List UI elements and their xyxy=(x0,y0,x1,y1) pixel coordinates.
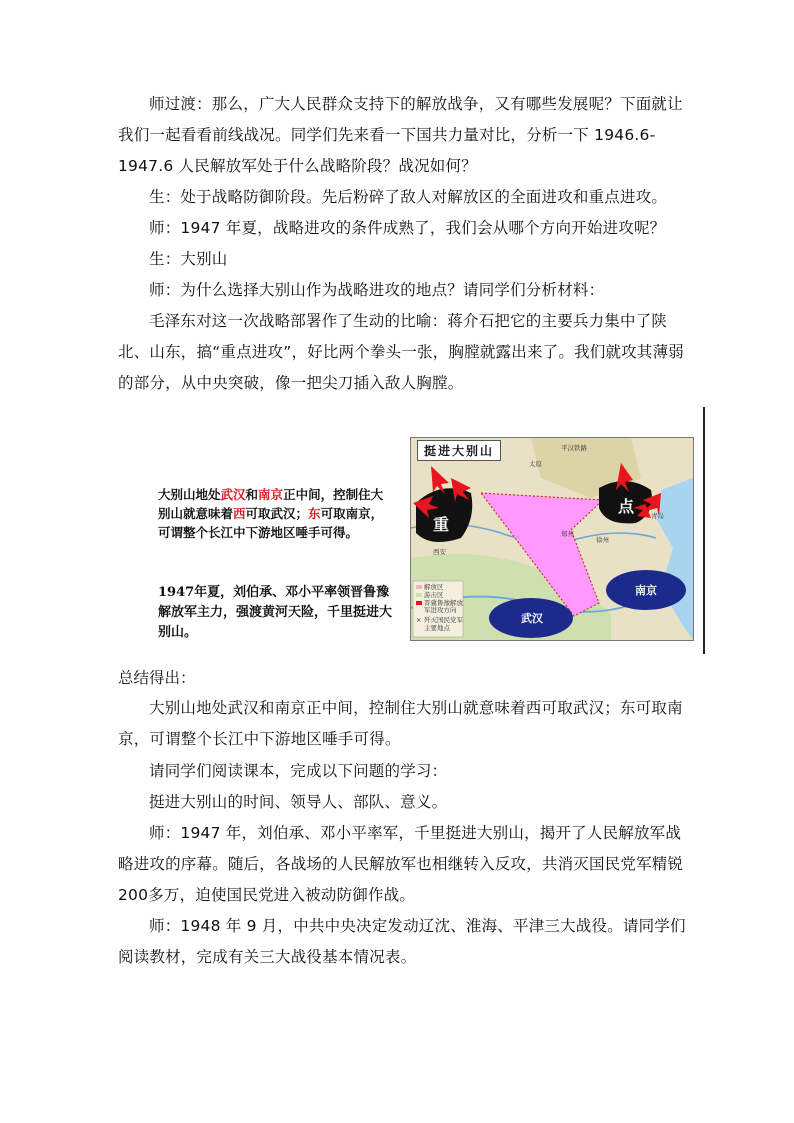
legend-item-2: 游击区 xyxy=(424,591,444,599)
legend-item-3: 晋冀鲁豫解放 xyxy=(424,599,463,607)
map-label-qingdao: 青岛 xyxy=(651,512,664,520)
legend-item-5: 歼灭国民党军 xyxy=(424,616,463,624)
map-label-xuzhou: 徐州 xyxy=(596,536,609,544)
dabieshan-map xyxy=(410,437,694,641)
map-graphic xyxy=(411,438,693,640)
paragraph-student-answer-1: 生：处于战略防御阶段。先后粉碎了敌人对解放区的全面进攻和重点进攻。 xyxy=(149,188,668,206)
paragraph-reading-task: 请同学们阅读课本，完成以下问题的学习： xyxy=(149,762,448,780)
right-blob-label: 点 xyxy=(618,497,635,516)
paragraph-mao-quote: 毛泽东对这一次战略部署作了生动的比喻：蒋介石把它的主要兵力集中了陕北、山东，搞“重点进攻”，好比两个拳头一张，胸膛就露出来了。我们就攻其薄弱的部分，从中央突破，像一把尖刀插入敌人胸膛。 xyxy=(118,312,684,392)
nanjing-label: 南京 xyxy=(635,584,657,597)
legend-item-1: 解放区 xyxy=(424,583,444,591)
margin-rule xyxy=(703,407,705,654)
map-legend xyxy=(413,581,464,637)
wuhan-label: 武汉 xyxy=(521,612,543,625)
figure-caption-location: 大别山地处武汉和南京正中间，控制住大别山就意味着西可取武汉；东可取南京，可谓整个长江中下游地区唾手可得。 xyxy=(158,487,384,540)
paragraph-teacher-explanation: 师：1947 年，刘伯承、邓小平率军，千里挺进大别山，揭开了人民解放军战略进攻的序幕。随后，各战场的人民解放军也相继转入反攻，共消灭国民党军精锐 200多万，迫使国民党进入被动防御作战。 xyxy=(118,824,684,904)
map-label-xian: 西安 xyxy=(433,548,446,556)
paragraph-teacher-question-1: 师：1947 年夏，战略进攻的条件成熟了，我们会从哪个方向开始进攻呢？ xyxy=(149,219,666,237)
map-label-zhengzhou: 郑州 xyxy=(561,530,574,538)
paragraph-student-answer-2: 生：大别山 xyxy=(149,250,228,268)
paragraph-summary-heading: 总结得出： xyxy=(118,669,196,687)
map-label-taiyuan: 太原 xyxy=(529,460,542,468)
paragraph-transition: 师过渡：那么，广大人民群众支持下的解放战争，又有哪些发展呢？下面就让我们一起看看前线战况。同学们先来看一下国共力量对比，分析一下 1946.6-1947.6 人民解放军处于什么战略阶段？战况如何？ xyxy=(118,95,683,175)
paragraph-summary: 大别山地处武汉和南京正中间，控制住大别山就意味着西可取武汉；东可取南京，可谓整个长江中下游地区唾手可得。 xyxy=(118,699,683,748)
legend-item-6: 主要地点 xyxy=(424,624,450,632)
paragraph-three-campaigns: 师：1948 年 9 月，中共中央决定发动辽沈、淮海、平津三大战役。请同学们阅读教材，完成有关三大战役基本情况表。 xyxy=(118,917,686,966)
left-blob-label: 重 xyxy=(433,515,450,534)
paragraph-questions: 挺进大别山的时间、领导人、部队、意义。 xyxy=(149,793,448,811)
map-title: 挺进大别山 xyxy=(417,440,501,461)
figure-caption-march: 1947年夏，刘伯承、邓小平率领晋鲁豫解放军主力，强渡黄河天险，千里挺进大别山。 xyxy=(158,585,393,640)
paragraph-teacher-question-2: 师：为什么选择大别山作为战略进攻的地点？请同学们分析材料： xyxy=(149,281,605,299)
svg-text:×: × xyxy=(416,616,422,624)
legend-item-4: 军进攻方向 xyxy=(424,606,457,614)
map-label-railway: 平汉铁路 xyxy=(561,444,587,452)
